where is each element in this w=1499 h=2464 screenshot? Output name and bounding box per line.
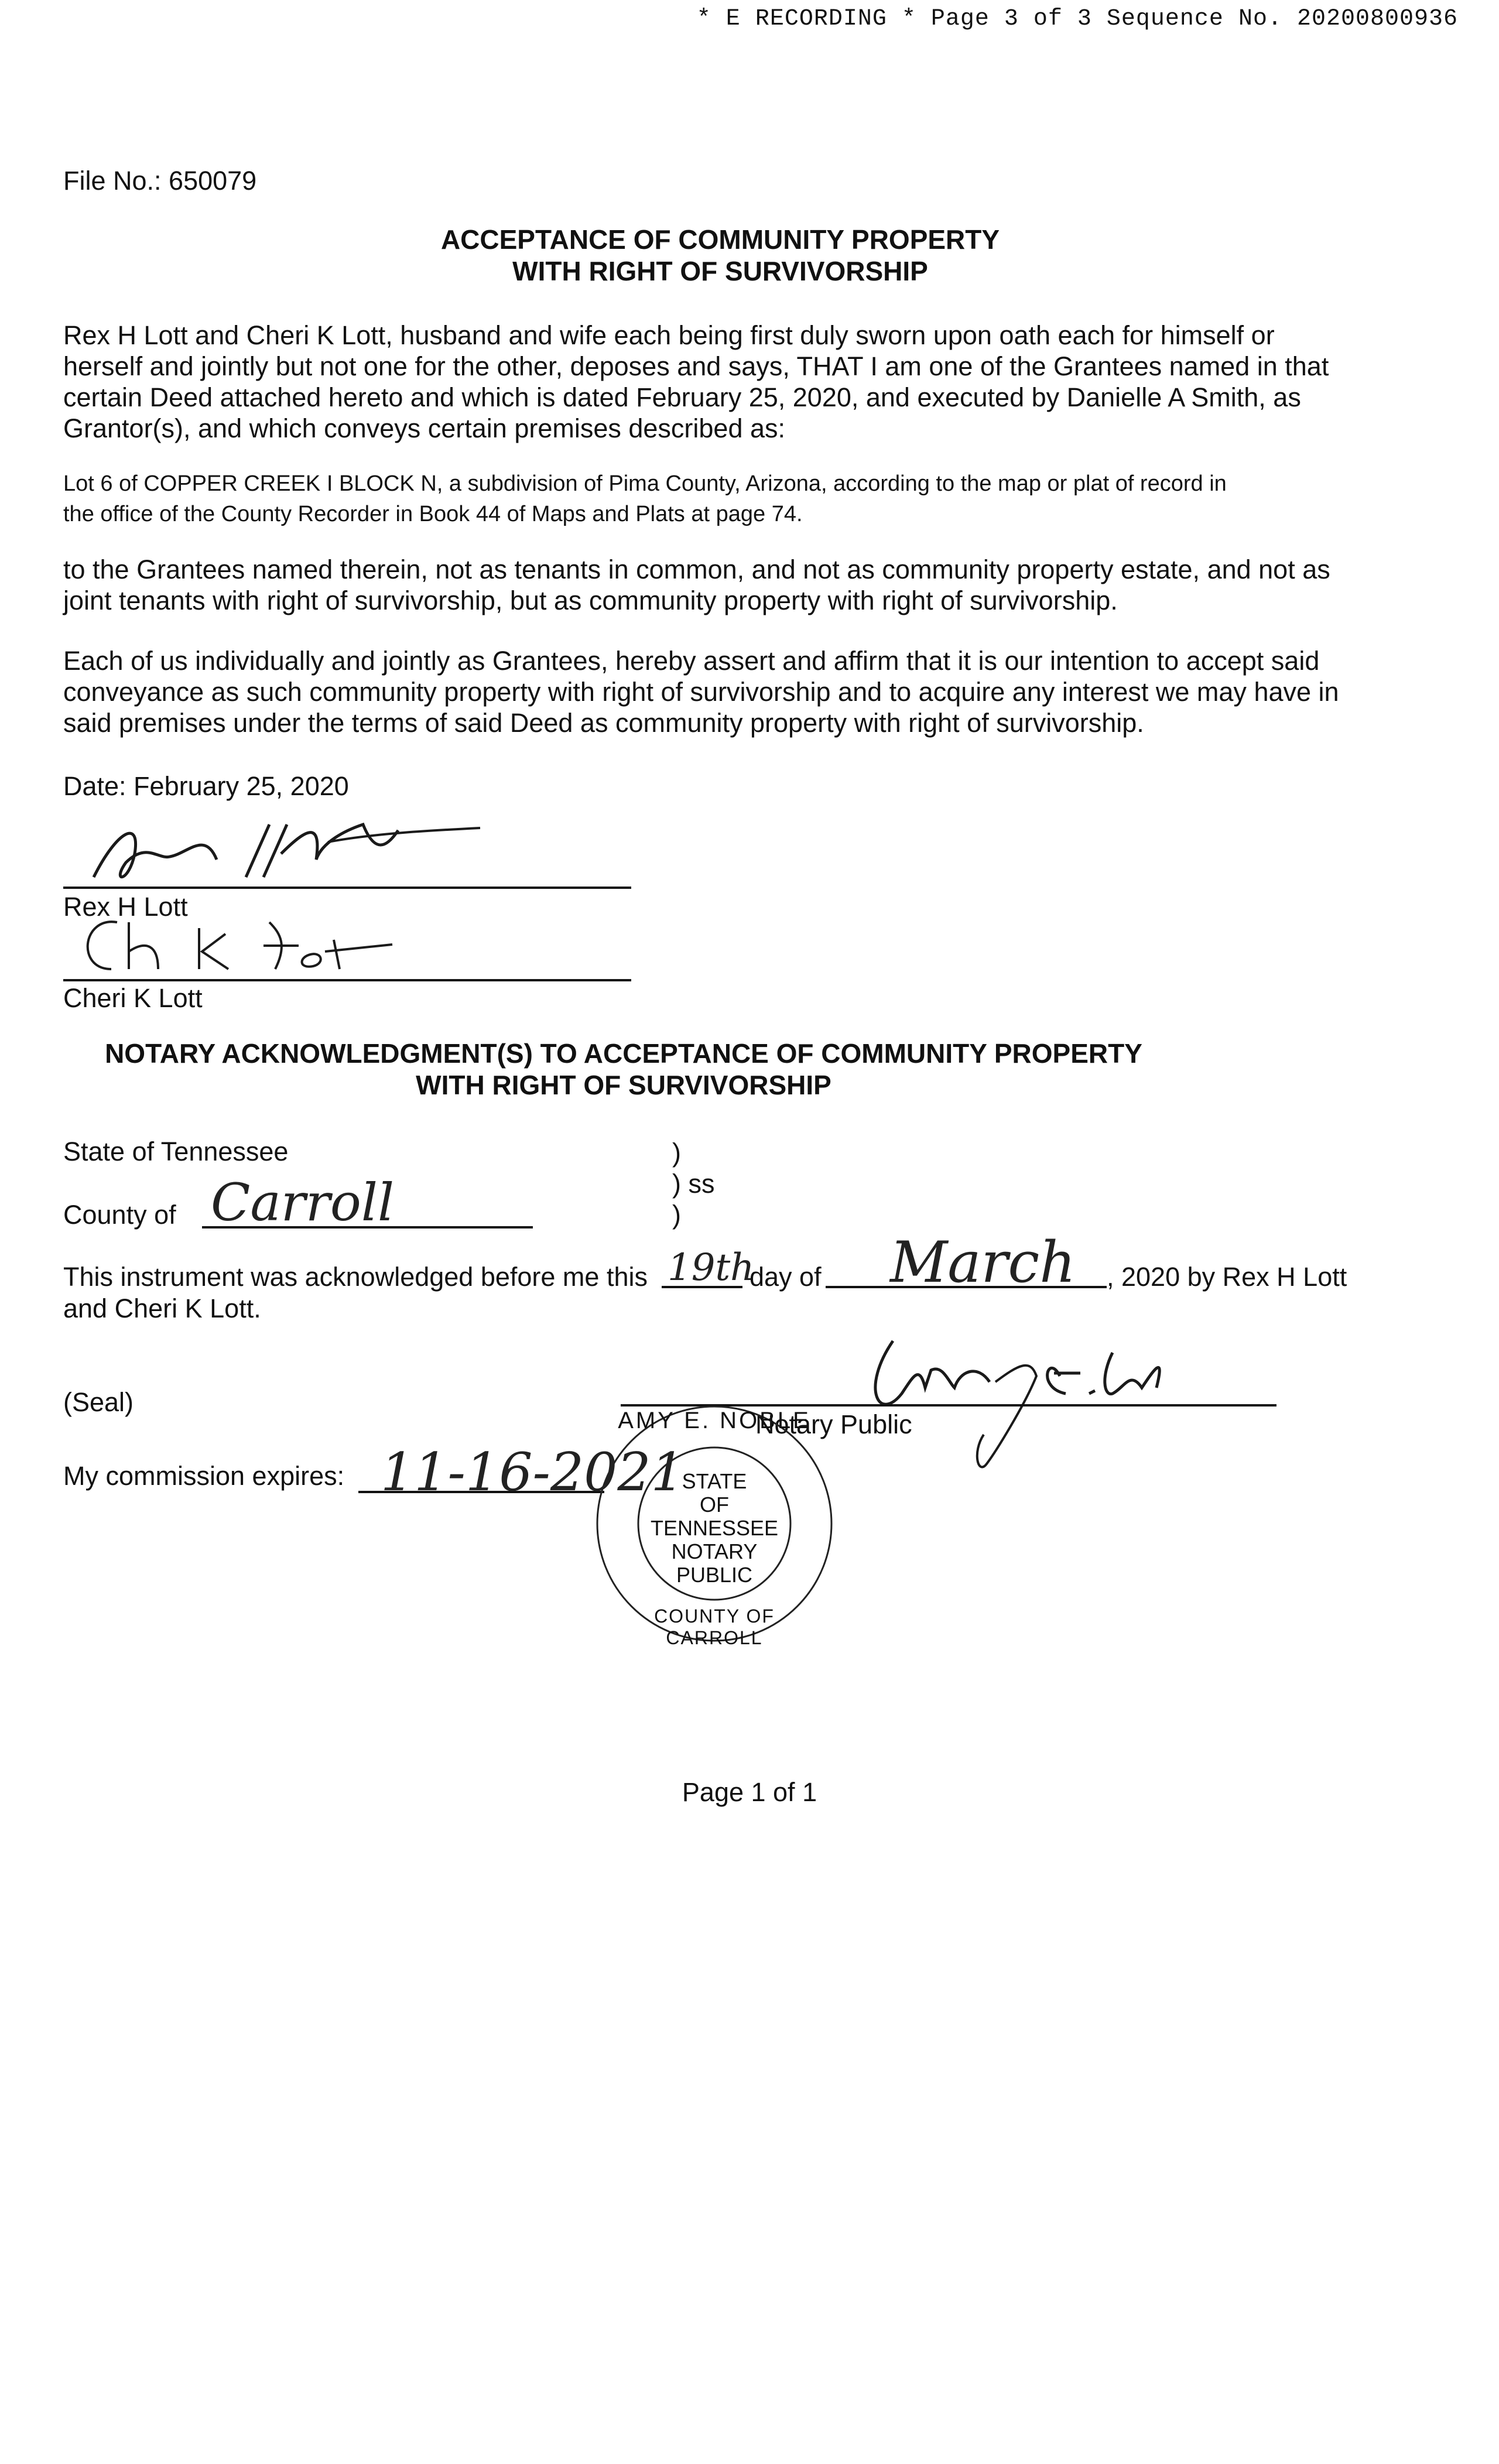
commission-handwritten: 11-16-2021: [381, 1442, 685, 1503]
notary-acknowledgment-title: [0, 1038, 1247, 1101]
commission-label: My commission expires:: [63, 1461, 345, 1491]
grantees-line: to the Grantees named therein, not as tenants in common, and not as community property estate, and not as: [63, 555, 1330, 584]
intro-line: Rex H Lott and Cheri K Lott, husband and wife each being first duly sworn upon oath each for himself or: [63, 320, 1275, 350]
ack-line-2: and Cheri K Lott.: [63, 1293, 261, 1323]
seal-center-text: [591, 1470, 837, 1587]
document-title: [0, 224, 1440, 287]
ack-prefix: This instrument was acknowledged before me this: [63, 1262, 648, 1292]
grantees-paragraph: [63, 554, 1330, 616]
seal-top-text: AMY E. NOBLE: [618, 1408, 811, 1433]
venue-ss: ) ss: [672, 1169, 715, 1199]
venue-paren: ): [672, 1138, 681, 1168]
signature-date: Date: February 25, 2020: [63, 771, 349, 801]
grantees-line: joint tenants with right of survivorship, but as community property with right of survivorship.: [63, 586, 1118, 615]
affirm-line: Each of us individually and jointly as Grantees, hereby assert and affirm that it is our intention to accept said: [63, 646, 1320, 676]
signer-name-rex: Rex H Lott: [63, 892, 188, 922]
intro-paragraph: [63, 320, 1329, 444]
seal-center-line: PUBLIC: [676, 1563, 753, 1587]
signature-line-cheri: [63, 979, 631, 981]
intro-line: certain Deed attached hereto and which is dated February 25, 2020, and executed by Danielle A Smith, as: [63, 382, 1301, 412]
ack-suffix: , 2020 by Rex H Lott: [1107, 1262, 1347, 1292]
intro-line: herself and jointly but not one for the other, deposes and says, THAT I am one of the Grantees named in that: [63, 351, 1329, 381]
ack-month-handwritten: March: [890, 1230, 1076, 1295]
seal-label: (Seal): [63, 1387, 134, 1417]
affirm-line: conveyance as such community property with right of survivorship and to acquire any interest we may have in: [63, 677, 1339, 707]
signature-cheri-lott: [64, 911, 416, 981]
ack-day-handwritten: 19th: [668, 1246, 755, 1289]
seal-center-line: STATE: [682, 1469, 747, 1493]
signature-rex-lott: [70, 807, 492, 895]
seal-center-line: TENNESSEE: [650, 1516, 779, 1540]
legal-line: the office of the County Recorder in Book 44 of Maps and Plats at page 74.: [63, 502, 803, 526]
legal-description: [63, 468, 1227, 529]
notary-title-line-2: WITH RIGHT OF SURVIVORSHIP: [416, 1070, 831, 1100]
seal-center-line: NOTARY: [671, 1539, 758, 1563]
notary-public-label: Notary Public: [755, 1409, 912, 1439]
seal-center-line: OF: [700, 1493, 729, 1517]
page-number: Page 1 of 1: [682, 1777, 817, 1807]
signature-line-rex: [63, 887, 631, 889]
seal-bottom-text: COUNTY OF CARROLL: [654, 1606, 775, 1648]
ack-day-label: day of: [750, 1262, 822, 1292]
county-handwritten: Carroll: [211, 1172, 395, 1233]
title-line-1: ACCEPTANCE OF COMMUNITY PROPERTY: [440, 224, 1000, 255]
legal-line: Lot 6 of COPPER CREEK I BLOCK N, a subdivision of Pima County, Arizona, according to the map or plat of record in: [63, 471, 1227, 496]
affirmation-paragraph: [63, 645, 1339, 738]
title-line-2: WITH RIGHT OF SURVIVORSHIP: [512, 256, 928, 286]
file-number: File No.: 650079: [63, 166, 257, 196]
recording-header: * E RECORDING * Page 3 of 3 Sequence No. 20200800936: [696, 6, 1458, 32]
venue-county-label: County of: [63, 1200, 176, 1230]
notary-title-line-1: NOTARY ACKNOWLEDGMENT(S) TO ACCEPTANCE OF COMMUNITY PROPERTY: [105, 1038, 1142, 1069]
venue-paren: ): [672, 1200, 681, 1230]
signature-notary: [837, 1317, 1282, 1476]
venue-state: State of Tennessee: [63, 1137, 289, 1166]
signer-name-cheri: Cheri K Lott: [63, 983, 203, 1013]
notary-seal: [591, 1401, 837, 1647]
affirm-line: said premises under the terms of said Deed as community property with right of survivorship.: [63, 708, 1144, 738]
intro-line: Grantor(s), and which conveys certain premises described as:: [63, 413, 786, 443]
